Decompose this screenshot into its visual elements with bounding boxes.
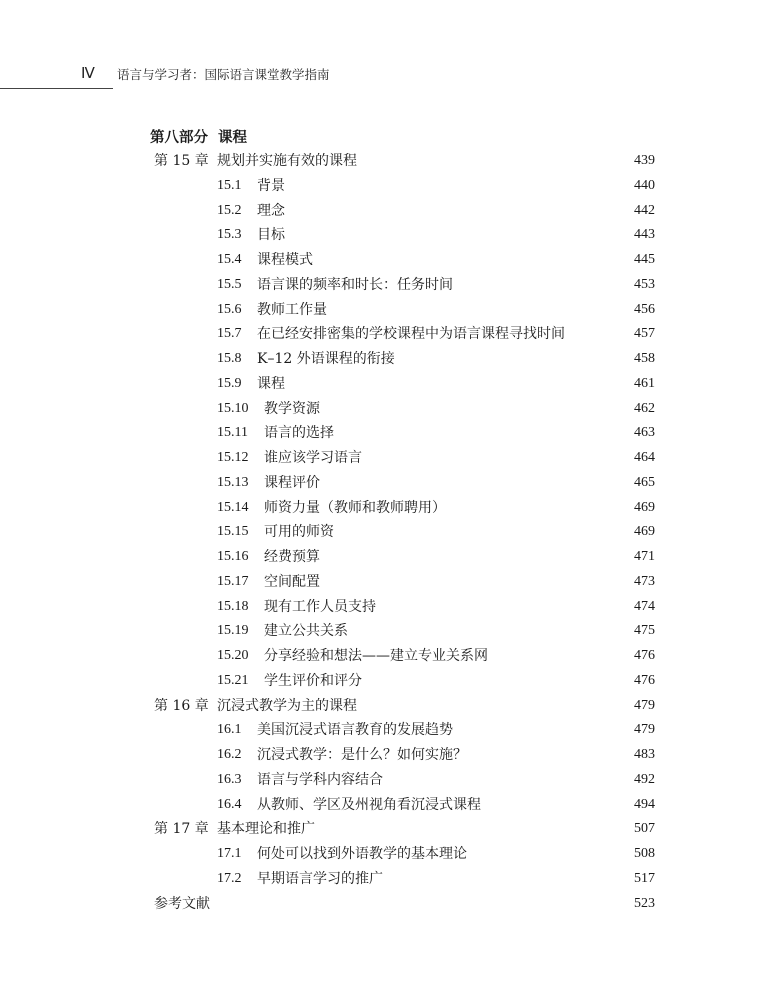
toc-section-entry[interactable]: [0, 595, 773, 620]
section-number: 16.1: [217, 722, 242, 738]
entry-title: 建立公共关系: [264, 623, 348, 640]
toc-section-entry[interactable]: [0, 446, 773, 471]
page-number: 471: [634, 549, 655, 564]
section-number: 15.5: [217, 276, 242, 292]
toc-section-entry[interactable]: [0, 372, 773, 397]
entry-title: 空间配置: [264, 573, 320, 590]
entry-title: 课程评价: [264, 474, 320, 491]
entry-title: 早期语言学习的推广: [257, 870, 383, 887]
page-number: 465: [634, 474, 655, 490]
section-number: 15.18: [217, 598, 249, 614]
page-number: 479: [634, 697, 655, 713]
toc-section-entry[interactable]: [0, 199, 773, 224]
toc-chapter-entry[interactable]: [0, 694, 773, 719]
toc-section-entry[interactable]: [0, 842, 773, 867]
page-number: 461: [634, 375, 655, 391]
page-number: 476: [634, 672, 655, 688]
entry-title: 沉浸式教学为主的课程: [217, 697, 357, 714]
toc-section-entry[interactable]: [0, 248, 773, 273]
section-number: 15.11: [217, 425, 248, 441]
toc-section-entry[interactable]: [0, 619, 773, 644]
entry-title: 教学资源: [264, 400, 320, 417]
chapter-number: 第 16 章: [154, 697, 209, 714]
toc-section-entry[interactable]: [0, 793, 773, 818]
entry-title: 美国沉浸式语言教育的发展趋势: [257, 722, 453, 739]
section-number: 15.2: [217, 202, 242, 218]
page-number-roman: Ⅳ: [81, 66, 95, 82]
toc-section-entry[interactable]: [0, 520, 773, 545]
part-title: 课程: [218, 129, 247, 146]
section-number: 15.14: [217, 499, 249, 515]
toc-section-entry[interactable]: [0, 718, 773, 743]
toc-section-entry[interactable]: [0, 322, 773, 347]
entry-title: 沉浸式教学：是什么？如何实施？: [257, 747, 467, 763]
entry-title: 从教师、学区及州视角看沉浸式课程: [257, 796, 481, 813]
section-number: 16.2: [217, 747, 242, 762]
section-number: 15.19: [217, 623, 249, 639]
page-number: 507: [634, 821, 655, 837]
toc-section-entry[interactable]: [0, 347, 773, 372]
entry-title: 经费预算: [264, 549, 320, 565]
page-number: 523: [634, 895, 655, 911]
toc-section-entry[interactable]: [0, 545, 773, 570]
page-number: 453: [634, 276, 655, 292]
part-label: 第八部分: [150, 129, 208, 146]
toc-section-entry[interactable]: [0, 669, 773, 694]
page-number: 439: [634, 153, 655, 168]
entry-title: 参考文献: [154, 895, 210, 912]
entry-title: 师资力量（教师和教师聘用）: [264, 499, 446, 516]
entry-title: 理念: [257, 202, 285, 219]
section-number: 15.10: [217, 400, 249, 416]
toc-section-entry[interactable]: [0, 496, 773, 521]
section-number: 15.9: [217, 375, 242, 391]
section-number: 15.6: [217, 301, 242, 317]
entry-title: 目标: [257, 227, 285, 244]
section-number: 15.20: [217, 648, 249, 663]
toc-section-entry[interactable]: [0, 421, 773, 446]
page-number: 494: [634, 796, 655, 812]
page-number: 462: [634, 400, 655, 416]
page-number: 476: [634, 648, 655, 663]
section-number: 15.16: [217, 549, 249, 564]
section-number: 17.2: [217, 870, 242, 886]
entry-title: 基本理论和推广: [217, 821, 315, 838]
toc-section-entry[interactable]: [0, 570, 773, 595]
page-number: 469: [634, 499, 655, 515]
entry-title: K–12 外语课程的衔接: [257, 351, 395, 367]
header-rule: [0, 88, 113, 89]
page-number: 479: [634, 722, 655, 738]
section-number: 15.7: [217, 326, 242, 342]
toc-section-entry[interactable]: [0, 644, 773, 669]
page-number: 442: [634, 202, 655, 218]
section-number: 15.1: [217, 177, 242, 193]
page-number: 483: [634, 747, 655, 762]
toc-section-entry[interactable]: [0, 174, 773, 199]
page-number: 469: [634, 524, 655, 540]
part-heading: [150, 126, 247, 147]
entry-title: 分享经验和想法——建立专业关系网: [264, 648, 488, 664]
page-number: 492: [634, 771, 655, 787]
page-number: 508: [634, 846, 655, 861]
toc-section-entry[interactable]: [0, 223, 773, 248]
page-number: 456: [634, 301, 655, 317]
section-number: 15.3: [217, 227, 242, 243]
toc-section-entry[interactable]: [0, 298, 773, 323]
toc-section-entry[interactable]: [0, 471, 773, 496]
entry-title: 语言的选择: [264, 425, 334, 442]
section-number: 15.4: [217, 252, 242, 267]
section-number: 15.17: [217, 573, 249, 589]
page-number: 457: [634, 326, 655, 342]
section-number: 17.1: [217, 846, 242, 861]
toc-section-entry[interactable]: [0, 273, 773, 298]
section-number: 15.8: [217, 351, 242, 366]
running-header-title: 语言与学习者：国际语言课堂教学指南: [117, 67, 330, 82]
entry-title: 课程模式: [257, 252, 313, 268]
entry-title: 背景: [257, 177, 285, 194]
toc-section-entry[interactable]: [0, 397, 773, 422]
page-number: 474: [634, 598, 655, 614]
page-number: 443: [634, 227, 655, 243]
page-number: 458: [634, 351, 655, 366]
section-number: 16.3: [217, 771, 242, 787]
page-number: 463: [634, 425, 655, 441]
entry-title: 学生评价和评分: [264, 672, 362, 689]
entry-title: 在已经安排密集的学校课程中为语言课程寻找时间: [257, 326, 565, 343]
section-number: 16.4: [217, 796, 242, 812]
section-number: 15.12: [217, 450, 249, 465]
toc-section-entry[interactable]: [0, 867, 773, 892]
section-number: 15.21: [217, 672, 249, 688]
section-number: 15.15: [217, 524, 249, 540]
page-number: 440: [634, 177, 655, 193]
entry-title: 语言课的频率和时长：任务时间: [257, 276, 453, 293]
page-number: 473: [634, 573, 655, 589]
toc-section-entry[interactable]: [0, 743, 773, 768]
page-number: 475: [634, 623, 655, 639]
entry-title: 课程: [257, 375, 285, 392]
entry-title: 规划并实施有效的课程: [217, 153, 357, 169]
toc-chapter-entry[interactable]: [0, 817, 773, 842]
table-of-contents: [0, 149, 773, 916]
entry-title: 谁应该学习语言: [264, 450, 362, 466]
toc-chapter-entry[interactable]: [0, 149, 773, 174]
entry-title: 教师工作量: [257, 301, 327, 318]
page-number: 445: [634, 252, 655, 267]
toc-references-entry[interactable]: [0, 892, 773, 917]
toc-section-entry[interactable]: [0, 768, 773, 793]
entry-title: 现有工作人员支持: [264, 598, 376, 615]
chapter-number: 第 17 章: [154, 821, 209, 838]
section-number: 15.13: [217, 474, 249, 490]
chapter-number: 第 15 章: [154, 153, 209, 169]
entry-title: 可用的师资: [264, 524, 334, 541]
page-number: 464: [634, 450, 655, 465]
entry-title: 何处可以找到外语教学的基本理论: [257, 846, 467, 862]
page-number: 517: [634, 870, 655, 886]
entry-title: 语言与学科内容结合: [257, 771, 383, 788]
